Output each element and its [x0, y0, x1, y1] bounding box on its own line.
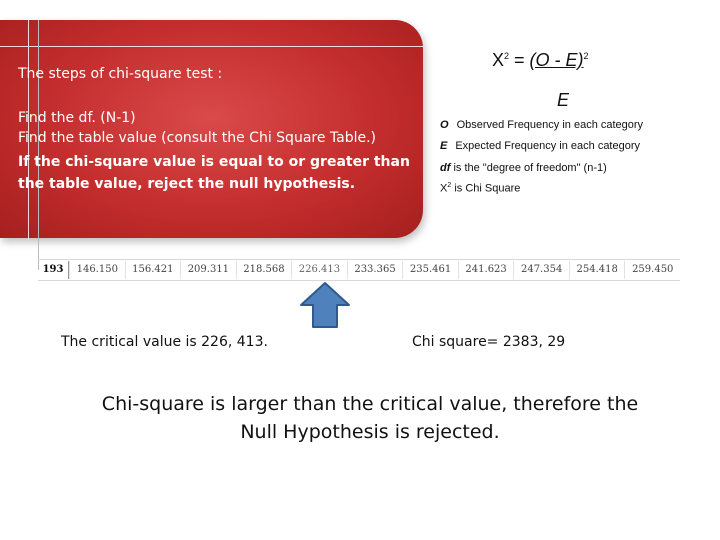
table-cell: 209.311 [180, 261, 236, 279]
formula-chi: X [492, 50, 505, 70]
step-1: Find the df. (N-1) [18, 110, 136, 126]
table-cell: 235.461 [402, 261, 458, 279]
legend-o-text: Observed Frequency in each category [456, 119, 644, 131]
step-4: the table value, reject the null hypothesis. [18, 176, 356, 192]
legend-x-key: X [440, 182, 448, 195]
formula-chi-sup: 2 [504, 51, 510, 61]
legend-e-key: E [440, 140, 448, 152]
legend-expected [440, 140, 640, 152]
table-cell: 218.568 [236, 261, 292, 279]
formula-equals: = [509, 50, 530, 70]
legend-x-text: is Chi Square [454, 182, 521, 195]
table-cell: 247.354 [513, 261, 569, 279]
panel-divider-horizontal [0, 46, 423, 47]
formula-denominator: E [557, 90, 570, 110]
table-cell: 233.365 [347, 261, 403, 279]
chi-square-value-text: Chi square= 2383, 29 [412, 334, 566, 350]
chi-square-table-row [38, 259, 680, 281]
conclusion [70, 390, 670, 446]
legend-e-text: Expected Frequency in each category [455, 140, 641, 152]
legend-o-key: O [440, 119, 449, 131]
legend-df [440, 162, 607, 174]
step-3: If the chi-square value is equal to or greater than [18, 154, 410, 170]
critical-value-text: The critical value is 226, 413. [61, 334, 268, 350]
legend-chi [440, 182, 520, 195]
table-cell: 259.450 [624, 261, 680, 279]
table-cell: 241.623 [458, 261, 514, 279]
conclusion-line-2: Null Hypothesis is rejected. [240, 421, 500, 443]
legend-observed [440, 119, 643, 131]
table-cell: 156.421 [125, 261, 181, 279]
step-2: Find the table value (consult the Chi Square Table.) [18, 130, 377, 146]
steps-title: The steps of chi-square test : [18, 66, 223, 82]
table-cell: 146.150 [69, 261, 125, 279]
conclusion-line-1: Chi-square is larger than the critical value, therefore the [101, 393, 639, 415]
legend-df-key: df [440, 162, 451, 174]
formula-numerator: (O - E) [529, 50, 584, 70]
formula-numerator-sup: 2 [583, 51, 589, 61]
chi-square-formula [492, 50, 589, 71]
legend-x-sup: 2 [447, 182, 452, 189]
table-cell: 254.418 [569, 261, 625, 279]
up-arrow-icon [299, 281, 351, 329]
steps-panel [0, 20, 423, 238]
legend-df-text: is the "degree of freedom" (n-1) [453, 162, 607, 174]
table-cell-critical: 226.413 [291, 261, 347, 279]
table-cell-df: 193 [38, 261, 69, 279]
